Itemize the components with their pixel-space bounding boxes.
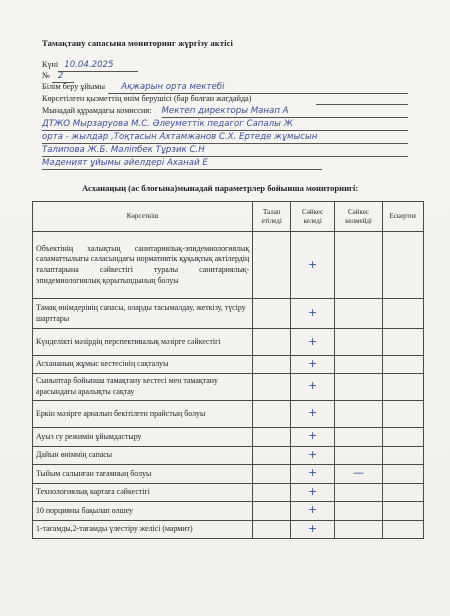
row-not-complies (335, 299, 383, 329)
row-indicator: Асхананың жұмыс кестесінің сақталуы (33, 356, 253, 374)
row-complies: + (291, 329, 335, 356)
row-complies: + (291, 232, 335, 299)
row-not-complies (335, 446, 383, 464)
row-not-complies (335, 329, 383, 356)
row-not-complies (335, 520, 383, 538)
provider-underline (316, 104, 408, 105)
date-underline (58, 71, 138, 72)
row-required (253, 446, 291, 464)
row-note (383, 299, 424, 329)
row-note (383, 501, 424, 520)
row-required (253, 501, 291, 520)
row-indicator: Күнделікті мәзірдің перспективалық мәзірге сәйкестігі (33, 329, 253, 356)
commission-underline-4 (42, 156, 408, 157)
row-indicator: 1-тағамды,2-тағамды үлестіру желісі (мармит) (33, 520, 253, 538)
org-label: Білім беру ұйымы (42, 82, 106, 91)
commission-underline-3 (42, 143, 408, 144)
date-field (42, 60, 113, 70)
row-note (383, 446, 424, 464)
table-row (33, 501, 424, 520)
row-complies: + (291, 400, 335, 427)
row-indicator: Технологиялық картаға сәйкестігі (33, 483, 253, 501)
commission-line-3: орта - жылдар ,Тоқтасын Ахтамжанов С.Х. Ертеде жұмысын (42, 132, 318, 142)
row-required (253, 356, 291, 374)
header-indicator: Көрсеткіш (33, 202, 253, 232)
row-indicator: Еркін мәзірге арналып бекітілген прайстың болуы (33, 400, 253, 427)
row-complies: + (291, 483, 335, 501)
row-complies: + (291, 299, 335, 329)
row-complies: + (291, 464, 335, 483)
row-not-complies (335, 400, 383, 427)
row-required (253, 400, 291, 427)
row-indicator: Тамақ өнімдерінің сапасы, оларды тасымалдау, жеткізу, түсіру шарттары (33, 299, 253, 329)
commission-label: Мынадай құрамдағы комиссия: (42, 106, 152, 115)
number-label: № (42, 71, 50, 80)
commission-underline-5 (42, 169, 322, 170)
date-label: Күні (42, 60, 59, 69)
row-not-complies (335, 373, 383, 400)
table-row (33, 356, 424, 374)
row-indicator: Тыйым салынған тағамның болуы (33, 464, 253, 483)
document-title: Тамақтану сапасына мониторинг жүргізу актісі (42, 38, 234, 48)
row-note (383, 427, 424, 446)
row-complies: + (291, 427, 335, 446)
row-indicator: Объектінің халықтың санитариялық-эпидемиологиялық саламаттылығы саласындағы нормативтік құқықтық актілердің талаптарына сәйкестігі туралы санитариялық-эпидемиологиялық қорытындының болуы (33, 232, 253, 299)
row-not-complies: — (335, 464, 383, 483)
table-row (33, 232, 424, 299)
row-note (383, 232, 424, 299)
row-not-complies (335, 427, 383, 446)
row-required (253, 329, 291, 356)
row-required (253, 427, 291, 446)
row-not-complies (335, 232, 383, 299)
row-not-complies (335, 483, 383, 501)
row-required (253, 520, 291, 538)
header-complies: Сәйкес келеді (291, 202, 335, 232)
row-complies: + (291, 373, 335, 400)
row-required (253, 464, 291, 483)
row-note (383, 400, 424, 427)
row-indicator: Ауыз су режимін ұйымдастыру (33, 427, 253, 446)
table-header-row (33, 202, 424, 232)
row-note (383, 520, 424, 538)
row-required (253, 299, 291, 329)
number-value: 2 (57, 71, 64, 81)
table-row (33, 446, 424, 464)
monitoring-table (32, 201, 424, 539)
row-complies: + (291, 520, 335, 538)
row-indicator: Сыныптар бойынша тамақтану кестесі мен тамақтану арасындағы аралықты сақтау (33, 373, 253, 400)
table-row (33, 299, 424, 329)
row-note (383, 373, 424, 400)
header-note: Ескертпе (383, 202, 424, 232)
row-required (253, 232, 291, 299)
org-field (42, 82, 224, 92)
table-row (33, 520, 424, 538)
provider-label: Көрсетілген қызметтің өнім берушісі (бар болған жағдайда) (42, 94, 252, 103)
table-row (33, 400, 424, 427)
table-row (33, 464, 424, 483)
section-title: Асханаңың (ас блоғына)мынадай параметрлер бойынша мониторингі: (82, 183, 359, 193)
commission-line-5: Мәденият ұйымы әйелдері Аханай Е (42, 158, 208, 168)
commission-field (42, 106, 289, 116)
row-not-complies (335, 356, 383, 374)
row-complies: + (291, 356, 335, 374)
header-required: Талап етіледі (253, 202, 291, 232)
row-not-complies (335, 501, 383, 520)
number-field (42, 71, 63, 81)
commission-line-4: Талипова Ж.Б. Мәліпбек Тұрзик С.Н (42, 145, 205, 155)
row-indicator: 10 порцияны бақылап өлшеу (33, 501, 253, 520)
row-note (383, 356, 424, 374)
commission-line-1: Мектеп директоры Манап А (161, 106, 289, 116)
table-row (33, 329, 424, 356)
row-note (383, 483, 424, 501)
commission-underline-2 (42, 130, 408, 131)
row-required (253, 373, 291, 400)
commission-line-2: ДТЖО Мырзаруова М.С. Әлеуметтік педагог Сапалы Ж (42, 119, 293, 129)
row-indicator: Дайын өнімнің сапасы (33, 446, 253, 464)
commission-underline-1 (162, 117, 408, 118)
row-complies: + (291, 501, 335, 520)
date-value: 10.04.2025 (64, 60, 114, 70)
org-value: Ақжарын орта мектебі (121, 82, 225, 92)
row-required (253, 483, 291, 501)
row-complies: + (291, 446, 335, 464)
header-not-complies: Сәйкес келмейді (335, 202, 383, 232)
table-row (33, 427, 424, 446)
table-row (33, 373, 424, 400)
row-note (383, 464, 424, 483)
row-note (383, 329, 424, 356)
table-row (33, 483, 424, 501)
provider-field (42, 94, 252, 103)
